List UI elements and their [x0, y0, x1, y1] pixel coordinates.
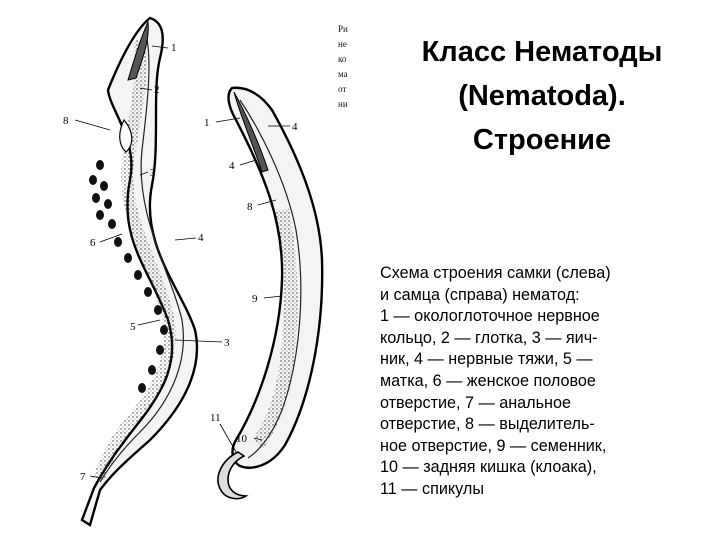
cropped-text-5: ни [338, 99, 348, 109]
title-line-1: Класс Нематоды [421, 36, 663, 68]
cropped-text-0: Ри [338, 24, 348, 34]
male-label-9: 9 [252, 293, 258, 305]
female-label-2: 2 [154, 84, 160, 96]
caption-line: ное отверстие, 9 — семенник, [380, 436, 607, 455]
title-line-3: Строение [472, 124, 612, 156]
cropped-text-4: от [338, 84, 347, 94]
caption-line: отверстие, 7 — анальное [380, 393, 571, 412]
cropped-text-3: ма [338, 69, 348, 79]
caption-line: 11 — спикулы [380, 479, 484, 498]
caption-line: матка, 6 — женское половое [380, 371, 596, 390]
caption-line: и самца (справа) нематод: [380, 285, 580, 304]
female-label-5: 5 [130, 321, 136, 333]
male-label-11: 11 [210, 412, 221, 424]
female-label-6: 6 [90, 237, 96, 249]
female-nematode [63, 18, 230, 525]
male-label-4-upper: 4 [292, 121, 298, 133]
cropped-text-2: ко [338, 54, 347, 64]
female-label-1: 1 [171, 42, 177, 54]
caption-line: 10 — задняя кишка (клоака), [380, 458, 597, 477]
female-label-3: 3 [150, 167, 156, 179]
male-nematode [204, 88, 322, 499]
slide-title [372, 30, 712, 162]
male-label-1: 1 [204, 117, 210, 129]
female-label-3-lower: 3 [224, 337, 230, 349]
male-label-8: 8 [247, 201, 253, 213]
caption-line: кольцо, 2 — глотка, 3 — яич- [380, 328, 598, 347]
cropped-text-1: не [338, 39, 347, 49]
caption-line: ник, 4 — нервные тяжи, 5 — [380, 350, 593, 369]
caption-line: 1 — окологлоточное нервное [380, 307, 600, 326]
female-label-8: 8 [63, 115, 69, 127]
figure-caption [380, 263, 716, 501]
female-label-4: 4 [198, 232, 204, 244]
caption-line: Схема строения самки (слева) [380, 264, 611, 282]
male-label-10: 10 [236, 433, 247, 445]
female-label-7: 7 [80, 471, 86, 483]
caption-line: отверстие, 8 — выделитель- [380, 415, 595, 434]
title-line-2: (Nematoda). [458, 80, 626, 112]
cropped-caption-fragment [338, 24, 348, 109]
male-label-4: 4 [229, 160, 235, 172]
